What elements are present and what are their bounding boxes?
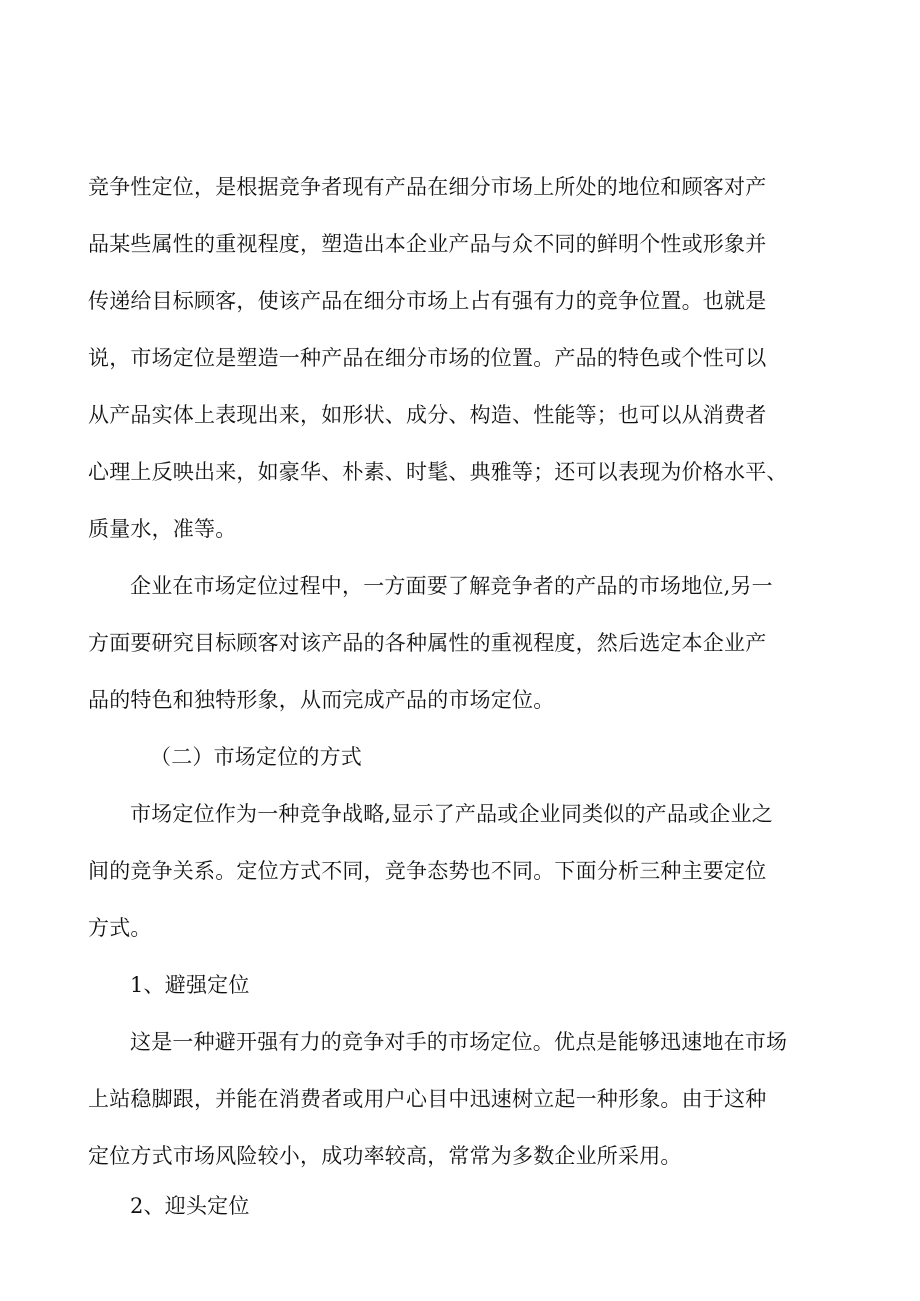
paragraph-2-line-1: 企业在市场定位过程中，一方面要了解竞争者的产品的市场地位,另一 — [130, 574, 773, 598]
paragraph-1-line-3: 传递给目标顾客，使该产品在细分市场上占有强有力的竞争位置。也就是 — [88, 289, 767, 313]
section-heading: （二）市场定位的方式 — [150, 745, 362, 769]
paragraph-4-line-3: 定位方式市场风险较小，成功率较高，常常为多数企业所采用。 — [88, 1144, 682, 1168]
paragraph-1-line-7: 质量水，准等。 — [88, 517, 237, 541]
paragraph-2-line-2: 方面要研究目标顾客对该产品的各种属性的重视程度，然后选定本企业产 — [88, 631, 767, 655]
paragraph-4-line-2: 上站稳脚跟，并能在消费者或用户心目中迅速树立起一种形象。由于这种 — [88, 1087, 767, 1111]
paragraph-1-line-5: 从产品实体上表现出来，如形状、成分、构造、性能等；也可以从消费者 — [88, 403, 767, 427]
paragraph-4-line-1: 这是一种避开强有力的竞争对手的市场定位。优点是能够迅速地在市场 — [130, 1030, 788, 1054]
paragraph-1-line-4: 说，市场定位是塑造一种产品在细分市场的位置。产品的特色或个性可以 — [88, 346, 767, 370]
paragraph-1-line-6: 心理上反映出来，如豪华、朴素、时髦、典雅等；还可以表现为价格水平、 — [88, 460, 788, 484]
paragraph-1-line-2: 品某些属性的重视程度，塑造出本企业产品与众不同的鲜明个性或形象并 — [88, 232, 767, 256]
item-2-title: 2、迎头定位 — [130, 1194, 250, 1218]
paragraph-3-line-1: 市场定位作为一种竞争战略,显示了产品或企业同类似的产品或企业之 — [130, 802, 773, 826]
paragraph-2-line-3: 品的特色和独特形象，从而完成产品的市场定位。 — [88, 688, 555, 712]
item-1-title: 1、避强定位 — [130, 973, 250, 997]
paragraph-1-line-1: 竞争性定位，是根据竞争者现有产品在细分市场上所处的地位和顾客对产 — [88, 175, 767, 199]
paragraph-3-line-3: 方式。 — [88, 916, 152, 940]
paragraph-3-line-2: 间的竞争关系。定位方式不同，竞争态势也不同。下面分析三种主要定位 — [88, 859, 767, 883]
